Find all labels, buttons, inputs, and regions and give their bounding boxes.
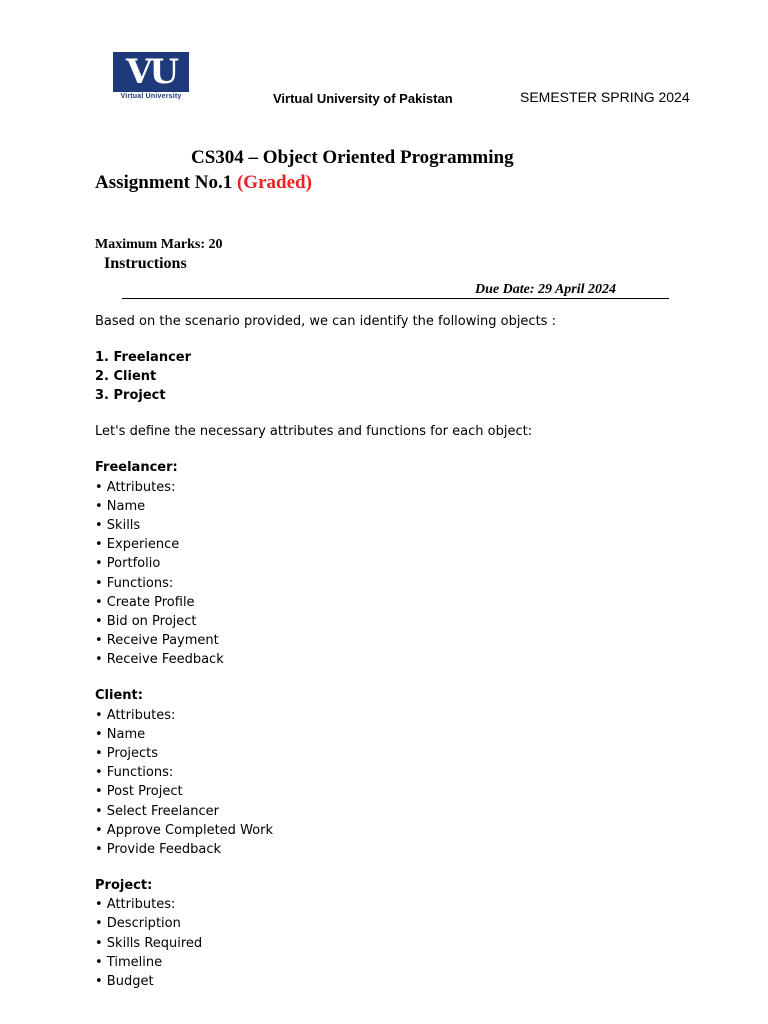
university-logo: [113, 52, 189, 102]
object-item: 2. Client: [95, 369, 157, 385]
freelancer-heading: Freelancer:: [95, 460, 178, 476]
object-item: 1. Freelancer: [95, 350, 192, 365]
intro-paragraph: Based on the scenario provided, we can identify the following objects :: [95, 314, 556, 329]
logo-caption: Virtual University: [120, 93, 182, 100]
logo-emblem: [113, 52, 189, 92]
list-item: • Skills Required: [95, 935, 203, 951]
client-heading: Client:: [95, 688, 143, 704]
list-item: • Create Profile: [95, 594, 195, 610]
list-item: • Attributes:: [95, 897, 176, 913]
object-item: 3. Project: [95, 388, 166, 404]
maximum-marks: Maximum Marks: 20: [95, 237, 223, 252]
horizontal-divider: [122, 298, 669, 299]
university-name: Virtual University of Pakistan: [273, 91, 453, 106]
list-item: • Functions:: [95, 765, 174, 781]
list-item: • Bid on Project: [95, 614, 197, 630]
list-item: • Functions:: [95, 575, 174, 591]
graded-label: (Graded): [236, 172, 312, 193]
list-item: • Provide Feedback: [95, 842, 222, 858]
list-item: • Name: [95, 498, 146, 514]
list-item: • Select Freelancer: [95, 803, 219, 819]
list-item: • Attributes:: [95, 479, 176, 495]
list-item: • Skills: [95, 518, 141, 534]
due-date: Due Date: 29 April 2024: [475, 282, 617, 297]
list-item: • Portfolio: [95, 556, 161, 572]
list-item: • Experience: [95, 537, 180, 553]
semester-label: SEMESTER SPRING 2024: [520, 89, 690, 105]
list-item: • Timeline: [95, 954, 163, 970]
assignment-title: [95, 172, 312, 194]
project-heading: Project:: [95, 878, 153, 894]
list-item: • Description: [95, 916, 181, 932]
logo-text: VU: [125, 52, 177, 92]
list-item: • Projects: [95, 746, 159, 762]
list-item: • Post Project: [95, 784, 183, 800]
define-paragraph: Let's define the necessary attributes and functions for each object:: [95, 424, 533, 440]
course-title: CS304 – Object Oriented Programming: [191, 147, 514, 168]
list-item: • Approve Completed Work: [95, 822, 273, 838]
list-item: • Receive Feedback: [95, 652, 224, 668]
list-item: • Name: [95, 726, 146, 742]
instructions-heading: Instructions: [104, 255, 187, 272]
list-item: • Receive Payment: [95, 633, 219, 649]
list-item: • Attributes:: [95, 707, 176, 723]
assignment-body: [95, 312, 715, 991]
assignment-number: Assignment No.1: [95, 172, 233, 193]
list-item: • Budget: [95, 974, 154, 990]
